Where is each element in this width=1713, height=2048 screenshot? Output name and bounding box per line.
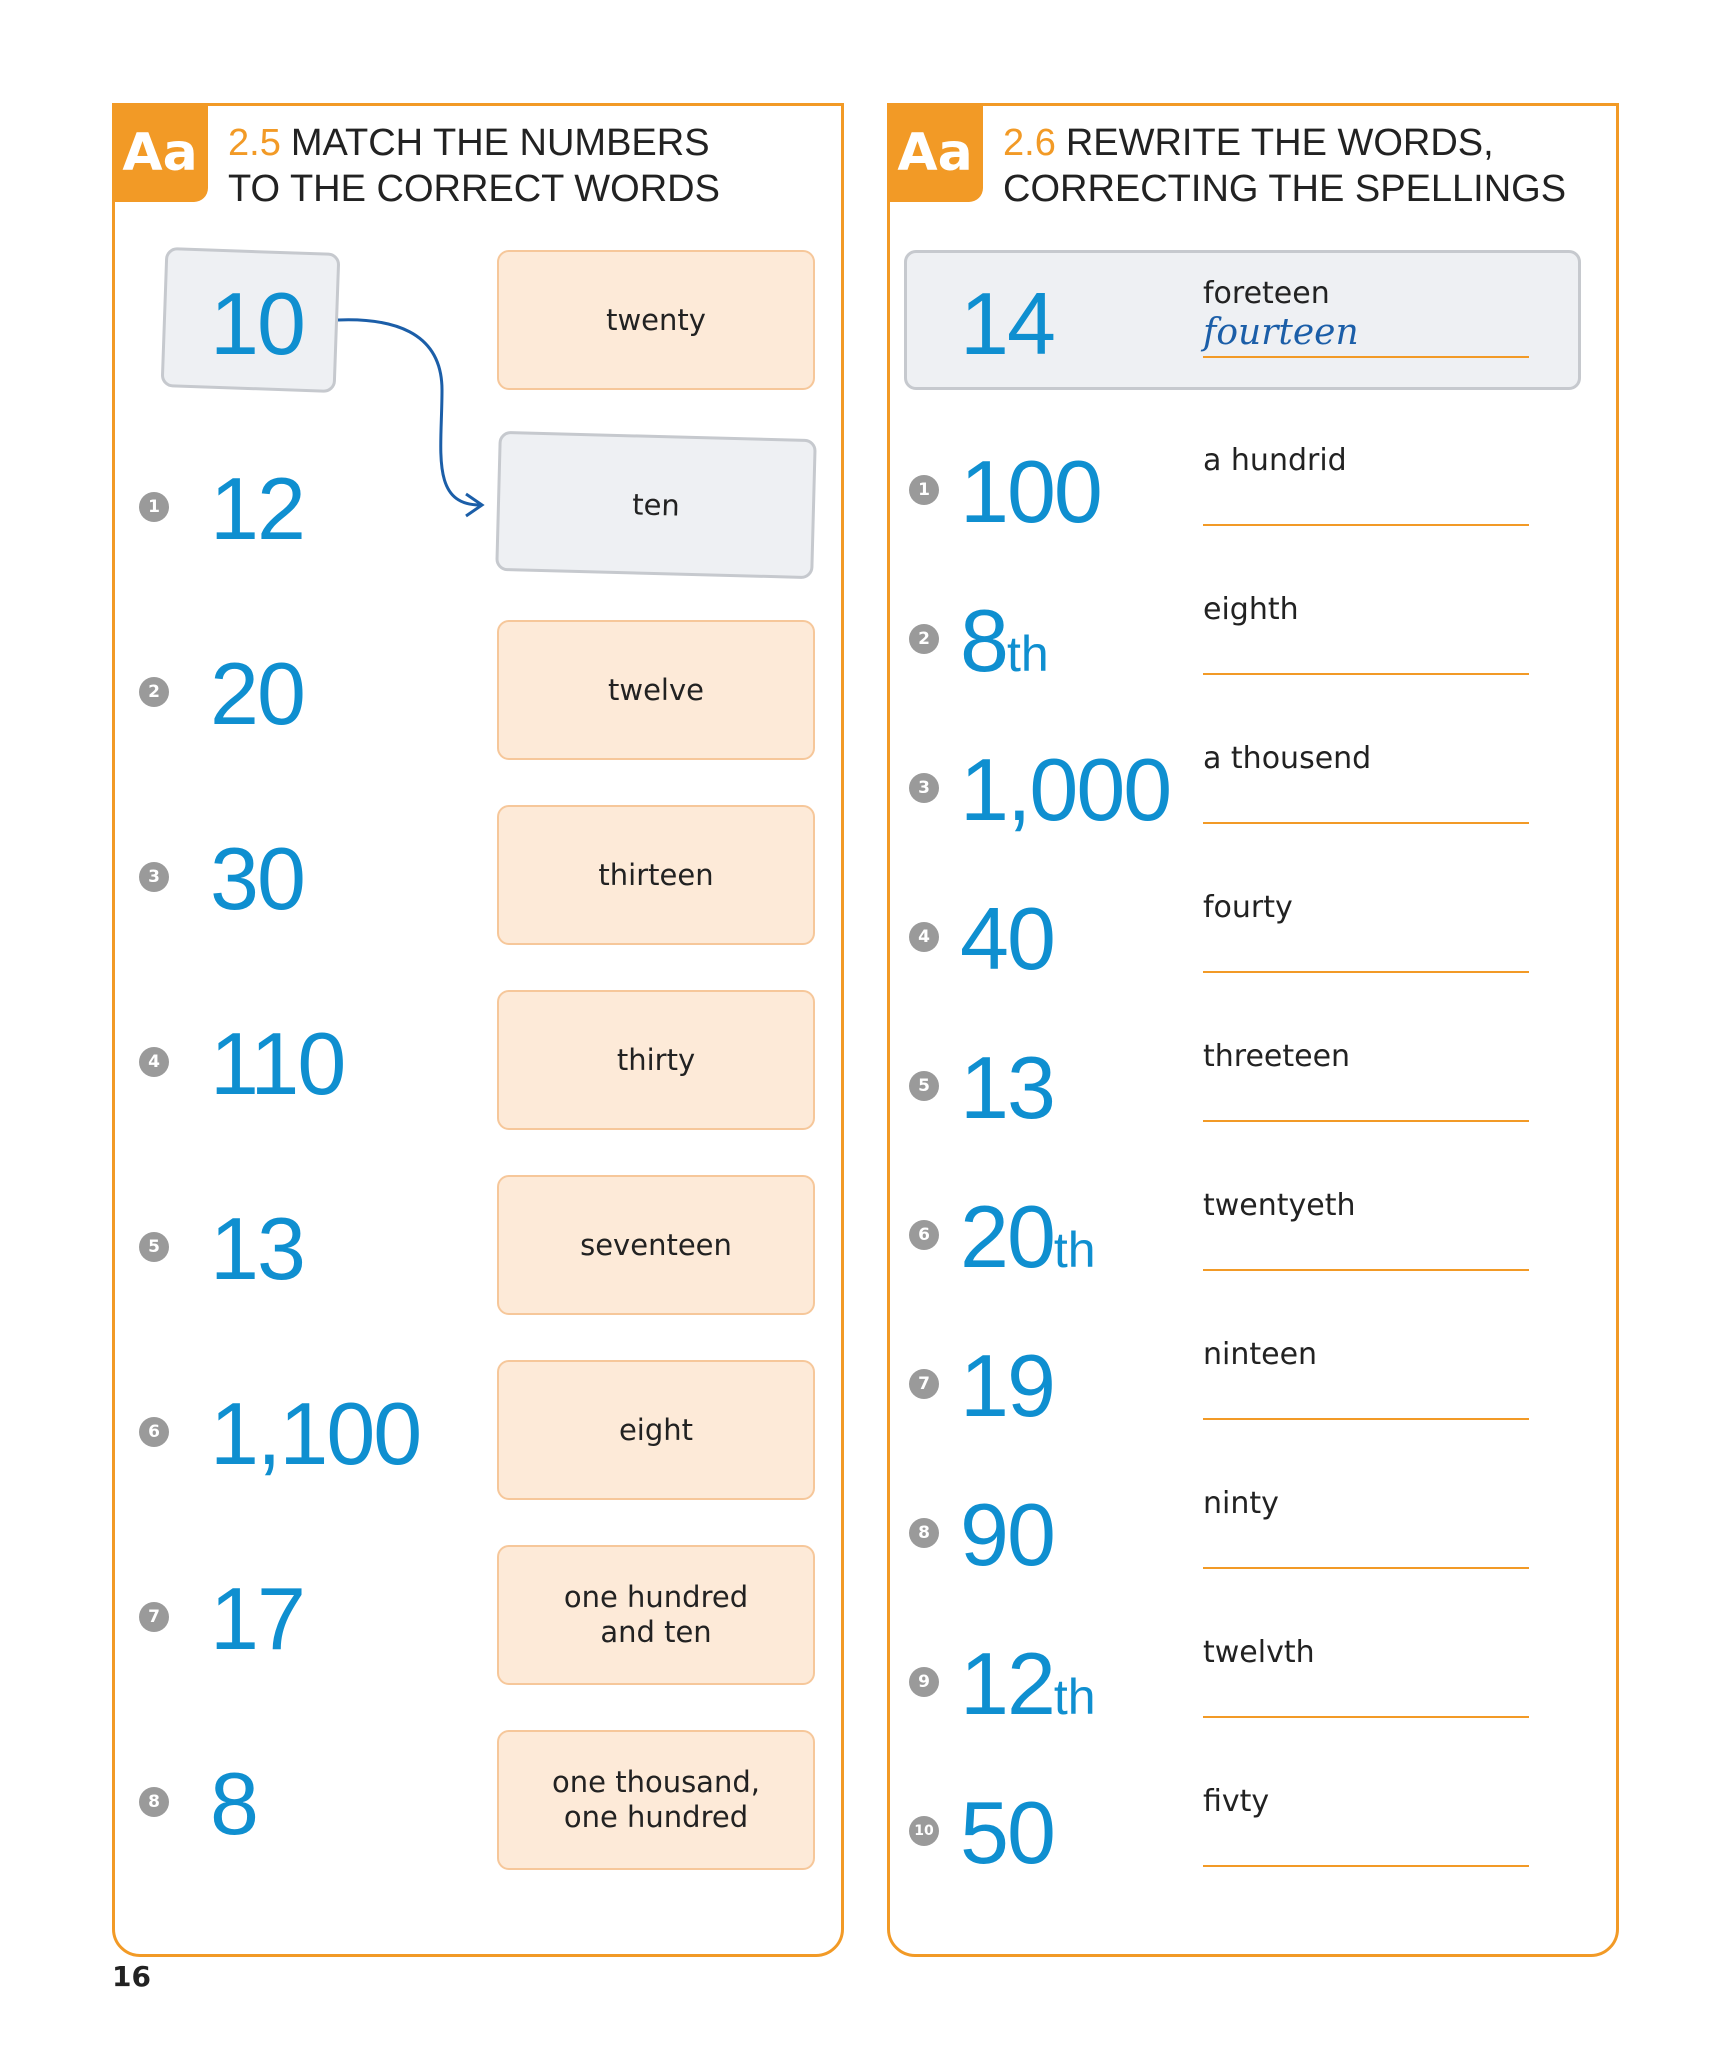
number-item-10: 50: [960, 1783, 1054, 1882]
item-badge-5: 5: [909, 1071, 939, 1101]
answer-line-10[interactable]: [1203, 1865, 1529, 1867]
answer-line-8[interactable]: [1203, 1567, 1529, 1569]
item-badge-4: 4: [909, 922, 939, 952]
title-line-1: MATCH THE NUMBERS: [290, 122, 710, 164]
misspelt-word-5: threeteen: [1203, 1039, 1351, 1074]
example-answer-line: [1203, 356, 1529, 358]
item-badge-3: 3: [909, 773, 939, 803]
example-number: 10: [210, 274, 304, 373]
title-line-2: CORRECTING THE SPELLINGS: [1003, 168, 1567, 210]
item-badge-2: 2: [909, 624, 939, 654]
number-item-3: 1,000: [960, 740, 1171, 839]
exercise-number: 2.6: [1003, 122, 1056, 164]
word-box-seventeen[interactable]: seventeen: [497, 1175, 815, 1315]
item-badge-7: 7: [909, 1369, 939, 1399]
number-item-5: 13: [960, 1038, 1054, 1137]
word-box-thirty[interactable]: thirty: [497, 990, 815, 1130]
number-item-3: 30: [210, 829, 304, 928]
word-box-eight[interactable]: eight: [497, 1360, 815, 1500]
item-badge-2: 2: [139, 677, 169, 707]
answer-line-7[interactable]: [1203, 1418, 1529, 1420]
number-item-7: 17: [210, 1569, 304, 1668]
answer-line-4[interactable]: [1203, 971, 1529, 973]
vocabulary-aa-icon: Aa: [887, 103, 983, 202]
exercise-2-5-title: [228, 120, 720, 212]
exercise-2-6-title: [1003, 120, 1566, 212]
item-badge-10: 10: [909, 1816, 939, 1846]
example-corrected-answer: fourteen: [1203, 312, 1359, 353]
answer-line-5[interactable]: [1203, 1120, 1529, 1122]
number-item-7: 19: [960, 1336, 1054, 1435]
word-box-one-thousand-one-hundred[interactable]: one thousand, one hundred: [497, 1730, 815, 1870]
title-line-2: TO THE CORRECT WORDS: [228, 168, 720, 210]
number-item-4: 110: [210, 1014, 345, 1113]
item-badge-6: 6: [909, 1220, 939, 1250]
misspelt-word-9: twelvth: [1203, 1635, 1315, 1670]
number-item-6: 1,100: [210, 1384, 421, 1483]
example-misspelt-word: foreteen: [1203, 276, 1330, 311]
answer-line-9[interactable]: [1203, 1716, 1529, 1718]
number-item-2: 20: [210, 644, 304, 743]
item-badge-5: 5: [139, 1232, 169, 1262]
item-badge-6: 6: [139, 1417, 169, 1447]
number-item-2: 8th: [960, 591, 1049, 690]
answer-line-1[interactable]: [1203, 524, 1529, 526]
misspelt-word-6: twentyeth: [1203, 1188, 1356, 1223]
item-badge-8: 8: [139, 1787, 169, 1817]
item-badge-9: 9: [909, 1667, 939, 1697]
misspelt-word-7: ninteen: [1203, 1337, 1318, 1372]
number-item-5: 13: [210, 1199, 304, 1298]
word-box-thirteen[interactable]: thirteen: [497, 805, 815, 945]
word-box-twelve[interactable]: twelve: [497, 620, 815, 760]
number-item-1: 12: [210, 459, 304, 558]
misspelt-word-4: fourty: [1203, 890, 1293, 925]
number-item-4: 40: [960, 889, 1054, 988]
word-box-one-hundred-and-ten[interactable]: one hundred and ten: [497, 1545, 815, 1685]
item-badge-7: 7: [139, 1602, 169, 1632]
exercise-number: 2.5: [228, 122, 281, 164]
answer-line-3[interactable]: [1203, 822, 1529, 824]
item-badge-1: 1: [909, 475, 939, 505]
example-match-arrow: [330, 300, 500, 530]
number-item-6: 20th: [960, 1187, 1096, 1286]
item-badge-8: 8: [909, 1518, 939, 1548]
answer-line-2[interactable]: [1203, 673, 1529, 675]
answer-line-6[interactable]: [1203, 1269, 1529, 1271]
number-item-8: 8: [210, 1754, 257, 1853]
title-line-1: REWRITE THE WORDS,: [1065, 122, 1494, 164]
item-badge-1: 1: [139, 492, 169, 522]
misspelt-word-2: eighth: [1203, 592, 1299, 627]
word-box-twenty[interactable]: twenty: [497, 250, 815, 390]
misspelt-word-8: ninty: [1203, 1486, 1279, 1521]
page-number: 16: [112, 1960, 151, 1993]
number-item-9: 12th: [960, 1634, 1096, 1733]
number-item-8: 90: [960, 1485, 1054, 1584]
misspelt-word-1: a hundrid: [1203, 443, 1347, 478]
item-badge-3: 3: [139, 862, 169, 892]
number-item-1: 100: [960, 442, 1101, 541]
vocabulary-aa-icon: Aa: [112, 103, 208, 202]
item-badge-4: 4: [139, 1047, 169, 1077]
word-box-ten-example: ten: [495, 431, 817, 579]
misspelt-word-10: fivty: [1203, 1784, 1270, 1819]
misspelt-word-3: a thousend: [1203, 741, 1372, 776]
example-number: 14: [960, 274, 1054, 373]
